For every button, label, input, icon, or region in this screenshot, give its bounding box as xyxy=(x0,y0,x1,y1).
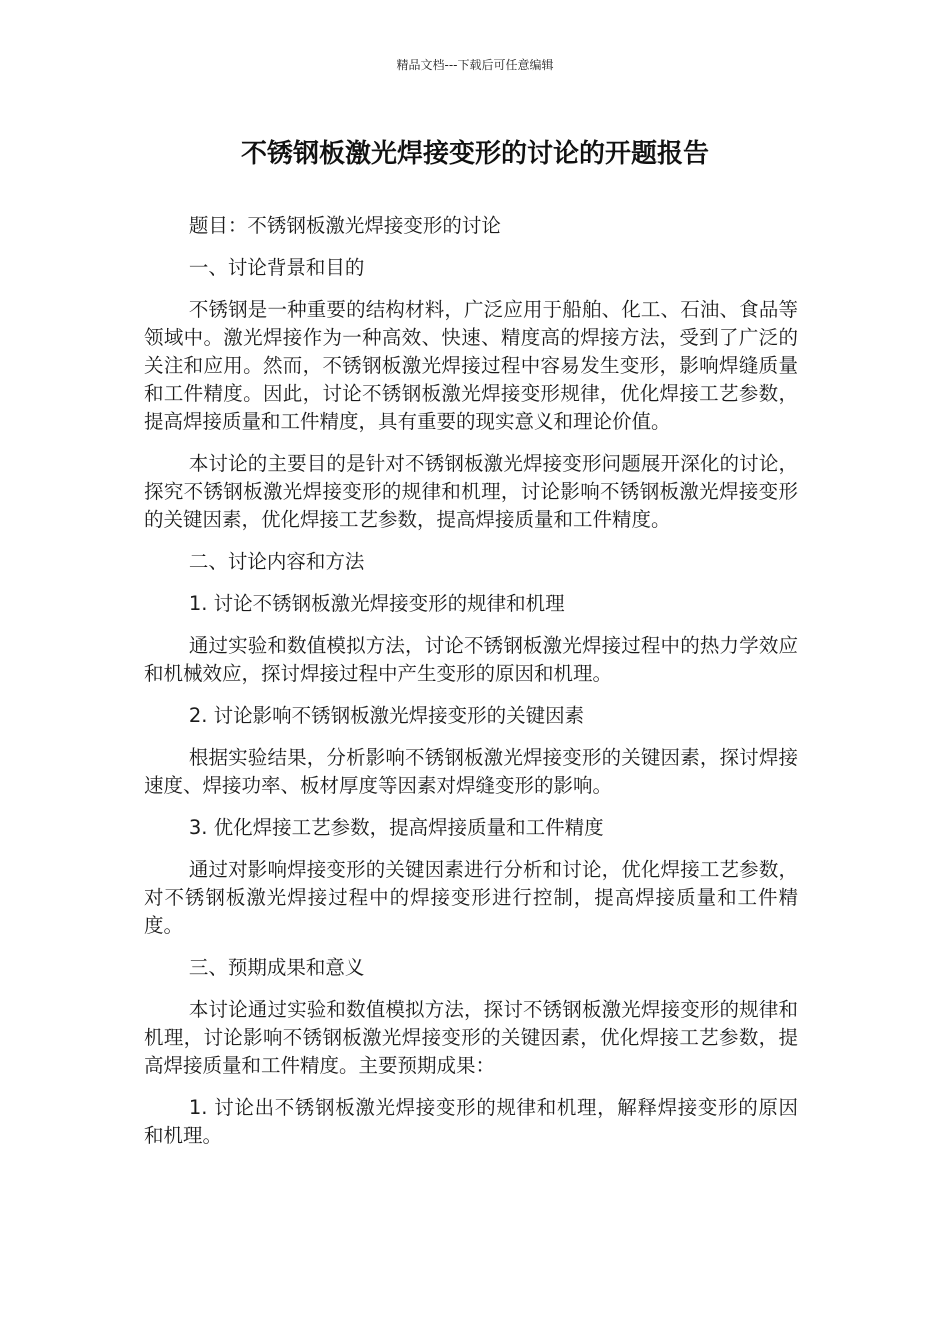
body-paragraph: 本讨论通过实验和数值模拟方法，探讨不锈钢板激光焊接变形的规律和机理，讨论影响不锈钢板激光焊接变形的关键因素，优化焊接工艺参数，提高焊接质量和工件精度。主要预期成果： xyxy=(144,998,798,1077)
list-item-result-1: 1. 讨论出不锈钢板激光焊接变形的规律和机理，解释焊接变形的原因和机理。 xyxy=(144,1096,798,1147)
body-paragraph: 通过实验和数值模拟方法，讨论不锈钢板激光焊接过程中的热力学效应和机械效应，探讨焊接过程中产生变形的原因和机理。 xyxy=(144,634,798,685)
section-heading-expected-results: 三、预期成果和意义 xyxy=(188,956,365,979)
body-paragraph: 不锈钢是一种重要的结构材料，广泛应用于船舶、化工、石油、食品等领域中。激光焊接作为一种高效、快速、精度高的焊接方法，受到了广泛的关注和应用。然而，不锈钢板激光焊接过程中容易发生变形，影响焊缝质量和工件精度。因此，讨论不锈钢板激光焊接变形规律，优化焊接工艺参数，提高焊接质量和工件精度，具有重要的现实意义和理论价值。 xyxy=(144,298,798,433)
sub-heading-3: 3. 优化焊接工艺参数，提高焊接质量和工件精度 xyxy=(188,816,604,839)
document-body xyxy=(144,212,798,1164)
sub-heading-2: 2. 讨论影响不锈钢板激光焊接变形的关键因素 xyxy=(188,704,585,727)
section-heading-content-method: 二、讨论内容和方法 xyxy=(188,550,365,573)
body-paragraph: 通过对影响焊接变形的关键因素进行分析和讨论，优化焊接工艺参数，对不锈钢板激光焊接过程中的焊接变形进行控制，提高焊接质量和工件精度。 xyxy=(144,858,798,937)
document-title: 不锈钢板激光焊接变形的讨论的开题报告 xyxy=(240,139,709,169)
body-paragraph: 本讨论的主要目的是针对不锈钢板激光焊接变形问题展开深化的讨论，探究不锈钢板激光焊接变形的规律和机理，讨论影响不锈钢板激光焊接变形的关键因素，优化焊接工艺参数，提高焊接质量和工件精度。 xyxy=(144,452,798,531)
body-paragraph: 根据实验结果，分析影响不锈钢板激光焊接变形的关键因素，探讨焊接速度、焊接功率、板材厚度等因素对焊缝变形的影响。 xyxy=(144,746,798,797)
topic-line: 题目：不锈钢板激光焊接变形的讨论 xyxy=(188,214,501,237)
sub-heading-1: 1. 讨论不锈钢板激光焊接变形的规律和机理 xyxy=(188,592,565,615)
page-header-note: 精品文档---下载后可任意编辑 xyxy=(396,58,554,72)
section-heading-background: 一、讨论背景和目的 xyxy=(188,256,365,279)
